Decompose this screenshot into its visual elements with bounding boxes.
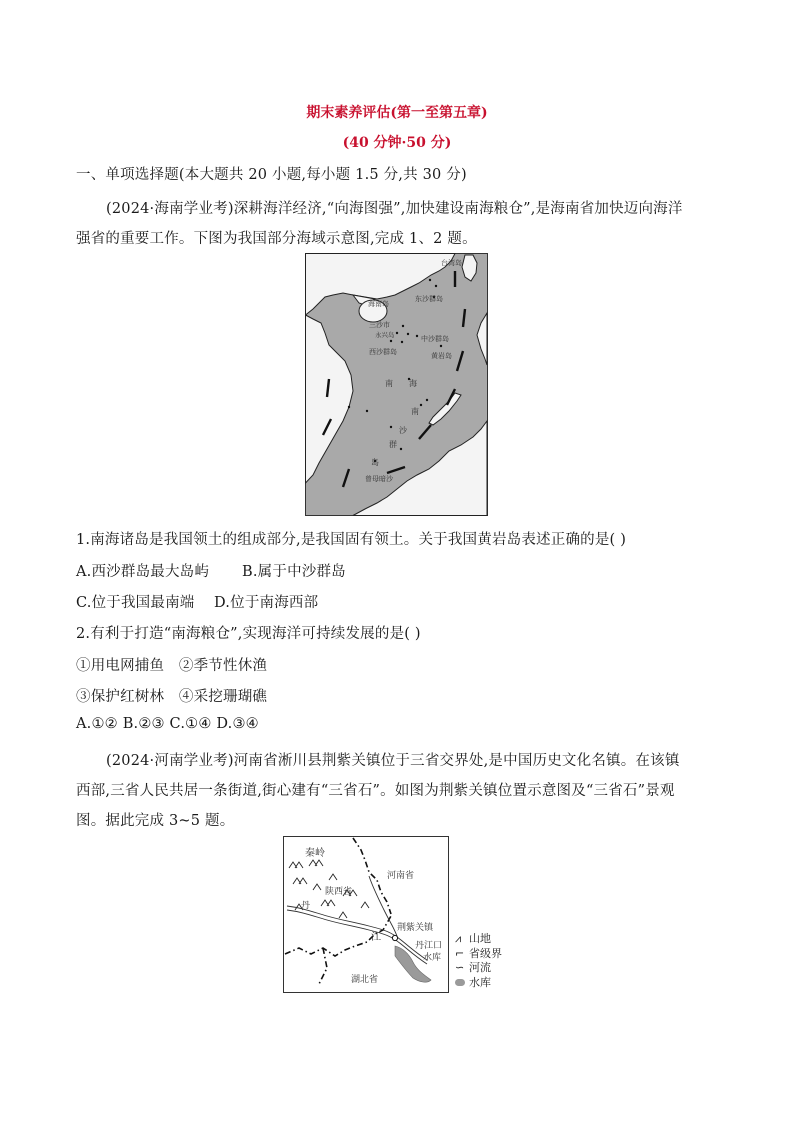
passage2-line1: (2024·河南学业考)河南省淅川县荆紫关镇位于三省交界处,是中国历史文化名镇。在该镇 xyxy=(106,753,680,769)
label-zhongsha: 中沙群岛 xyxy=(421,335,449,343)
label-reservoir-name: 水库 xyxy=(423,953,442,963)
label-hubei: 湖北省 xyxy=(351,975,379,985)
label-qinling: 秦岭 xyxy=(305,848,325,859)
label-huangyan: 黄岩岛 xyxy=(431,352,452,360)
legend-river: ∽ 河流 xyxy=(455,961,491,974)
town-marker xyxy=(392,935,397,940)
label-dao: 岛 xyxy=(371,458,379,467)
label-zengmu: 曾母暗沙 xyxy=(365,475,393,483)
label-nan-sea: 南 xyxy=(385,379,393,388)
q2-stem: 2.有利于打造“南海粮仓”,实现海洋可持续发展的是( ) xyxy=(76,626,421,642)
label-sansha: 三沙市 xyxy=(369,321,390,329)
q2-options-1-2: ①用电网捕鱼 ②季节性休渔 xyxy=(76,658,268,674)
label-dan: 丹 xyxy=(301,901,311,911)
label-nan-sha: 南 xyxy=(411,407,419,416)
legend-border: ⌐ 省级界 xyxy=(455,946,502,960)
q1-stem: 1.南海诸岛是我国领土的组成部分,是我国固有领土。关于我国黄岩岛表述正确的是( ) xyxy=(76,532,627,548)
label-sha: 沙 xyxy=(399,426,407,435)
passage2-line2: 西部,三省人民共居一条街道,街心建有“三省石”。如图为荆紫关镇位置示意图及“三省石”景观 xyxy=(76,783,675,799)
q2-choices: A.①② B.②③ C.①④ D.③④ xyxy=(76,716,259,732)
jingziguan-map xyxy=(283,836,449,993)
label-jingziguan: 荆紫关镇 xyxy=(397,923,434,933)
border-icon: ⌐ xyxy=(455,946,465,960)
passage1-line1: (2024·海南学业考)深耕海洋经济,“向海图强”,加快建设南海粮仓”,是海南省加快迈向海洋 xyxy=(106,201,683,217)
q1-option-a: A.西沙群岛最大岛屿 xyxy=(76,564,210,580)
label-shaanxi: 陕西省 xyxy=(325,887,353,897)
label-qun: 群 xyxy=(389,440,397,449)
river-icon: ∽ xyxy=(455,961,465,974)
label-hai: 海 xyxy=(409,379,417,388)
q2-options-3-4: ③保护红树林 ④采挖珊瑚礁 xyxy=(76,689,268,705)
label-taiwan: 台湾岛 xyxy=(441,259,462,267)
label-xisha: 西沙群岛 xyxy=(369,348,397,356)
reservoir-icon xyxy=(455,979,465,986)
mountain-icon: ⩘ xyxy=(455,932,462,945)
passage1-line2: 强省的重要工作。下图为我国部分海域示意图,完成 1、2 题。 xyxy=(76,231,477,247)
passage2-line3: 图。据此完成 3~5 题。 xyxy=(76,813,235,829)
label-danjiangkou: 丹江口 xyxy=(415,941,443,951)
page-subtitle: (40 分钟·50 分) xyxy=(342,135,452,151)
label-yongxing: 永兴岛 xyxy=(375,331,395,339)
label-jiang: 江 xyxy=(371,932,381,943)
legend xyxy=(455,932,502,990)
legend-mountain: ⩘ 山地 xyxy=(455,932,491,945)
south-china-sea-map xyxy=(305,253,488,516)
section-heading: 一、单项选择题(本大题共 20 小题,每小题 1.5 分,共 30 分) xyxy=(76,167,467,183)
q1-option-d: D.位于南海西部 xyxy=(214,595,319,611)
legend-reservoir: 水库 xyxy=(455,976,502,991)
q1-option-b: B.属于中沙群岛 xyxy=(242,564,346,580)
page-title: 期末素养评估(第一至第五章) xyxy=(306,105,488,121)
label-henan: 河南省 xyxy=(387,871,415,881)
label-dongsha: 东沙群岛 xyxy=(415,295,443,303)
q1-option-c: C.位于我国最南端 xyxy=(76,595,195,611)
label-hainan: 海南岛 xyxy=(368,300,389,308)
